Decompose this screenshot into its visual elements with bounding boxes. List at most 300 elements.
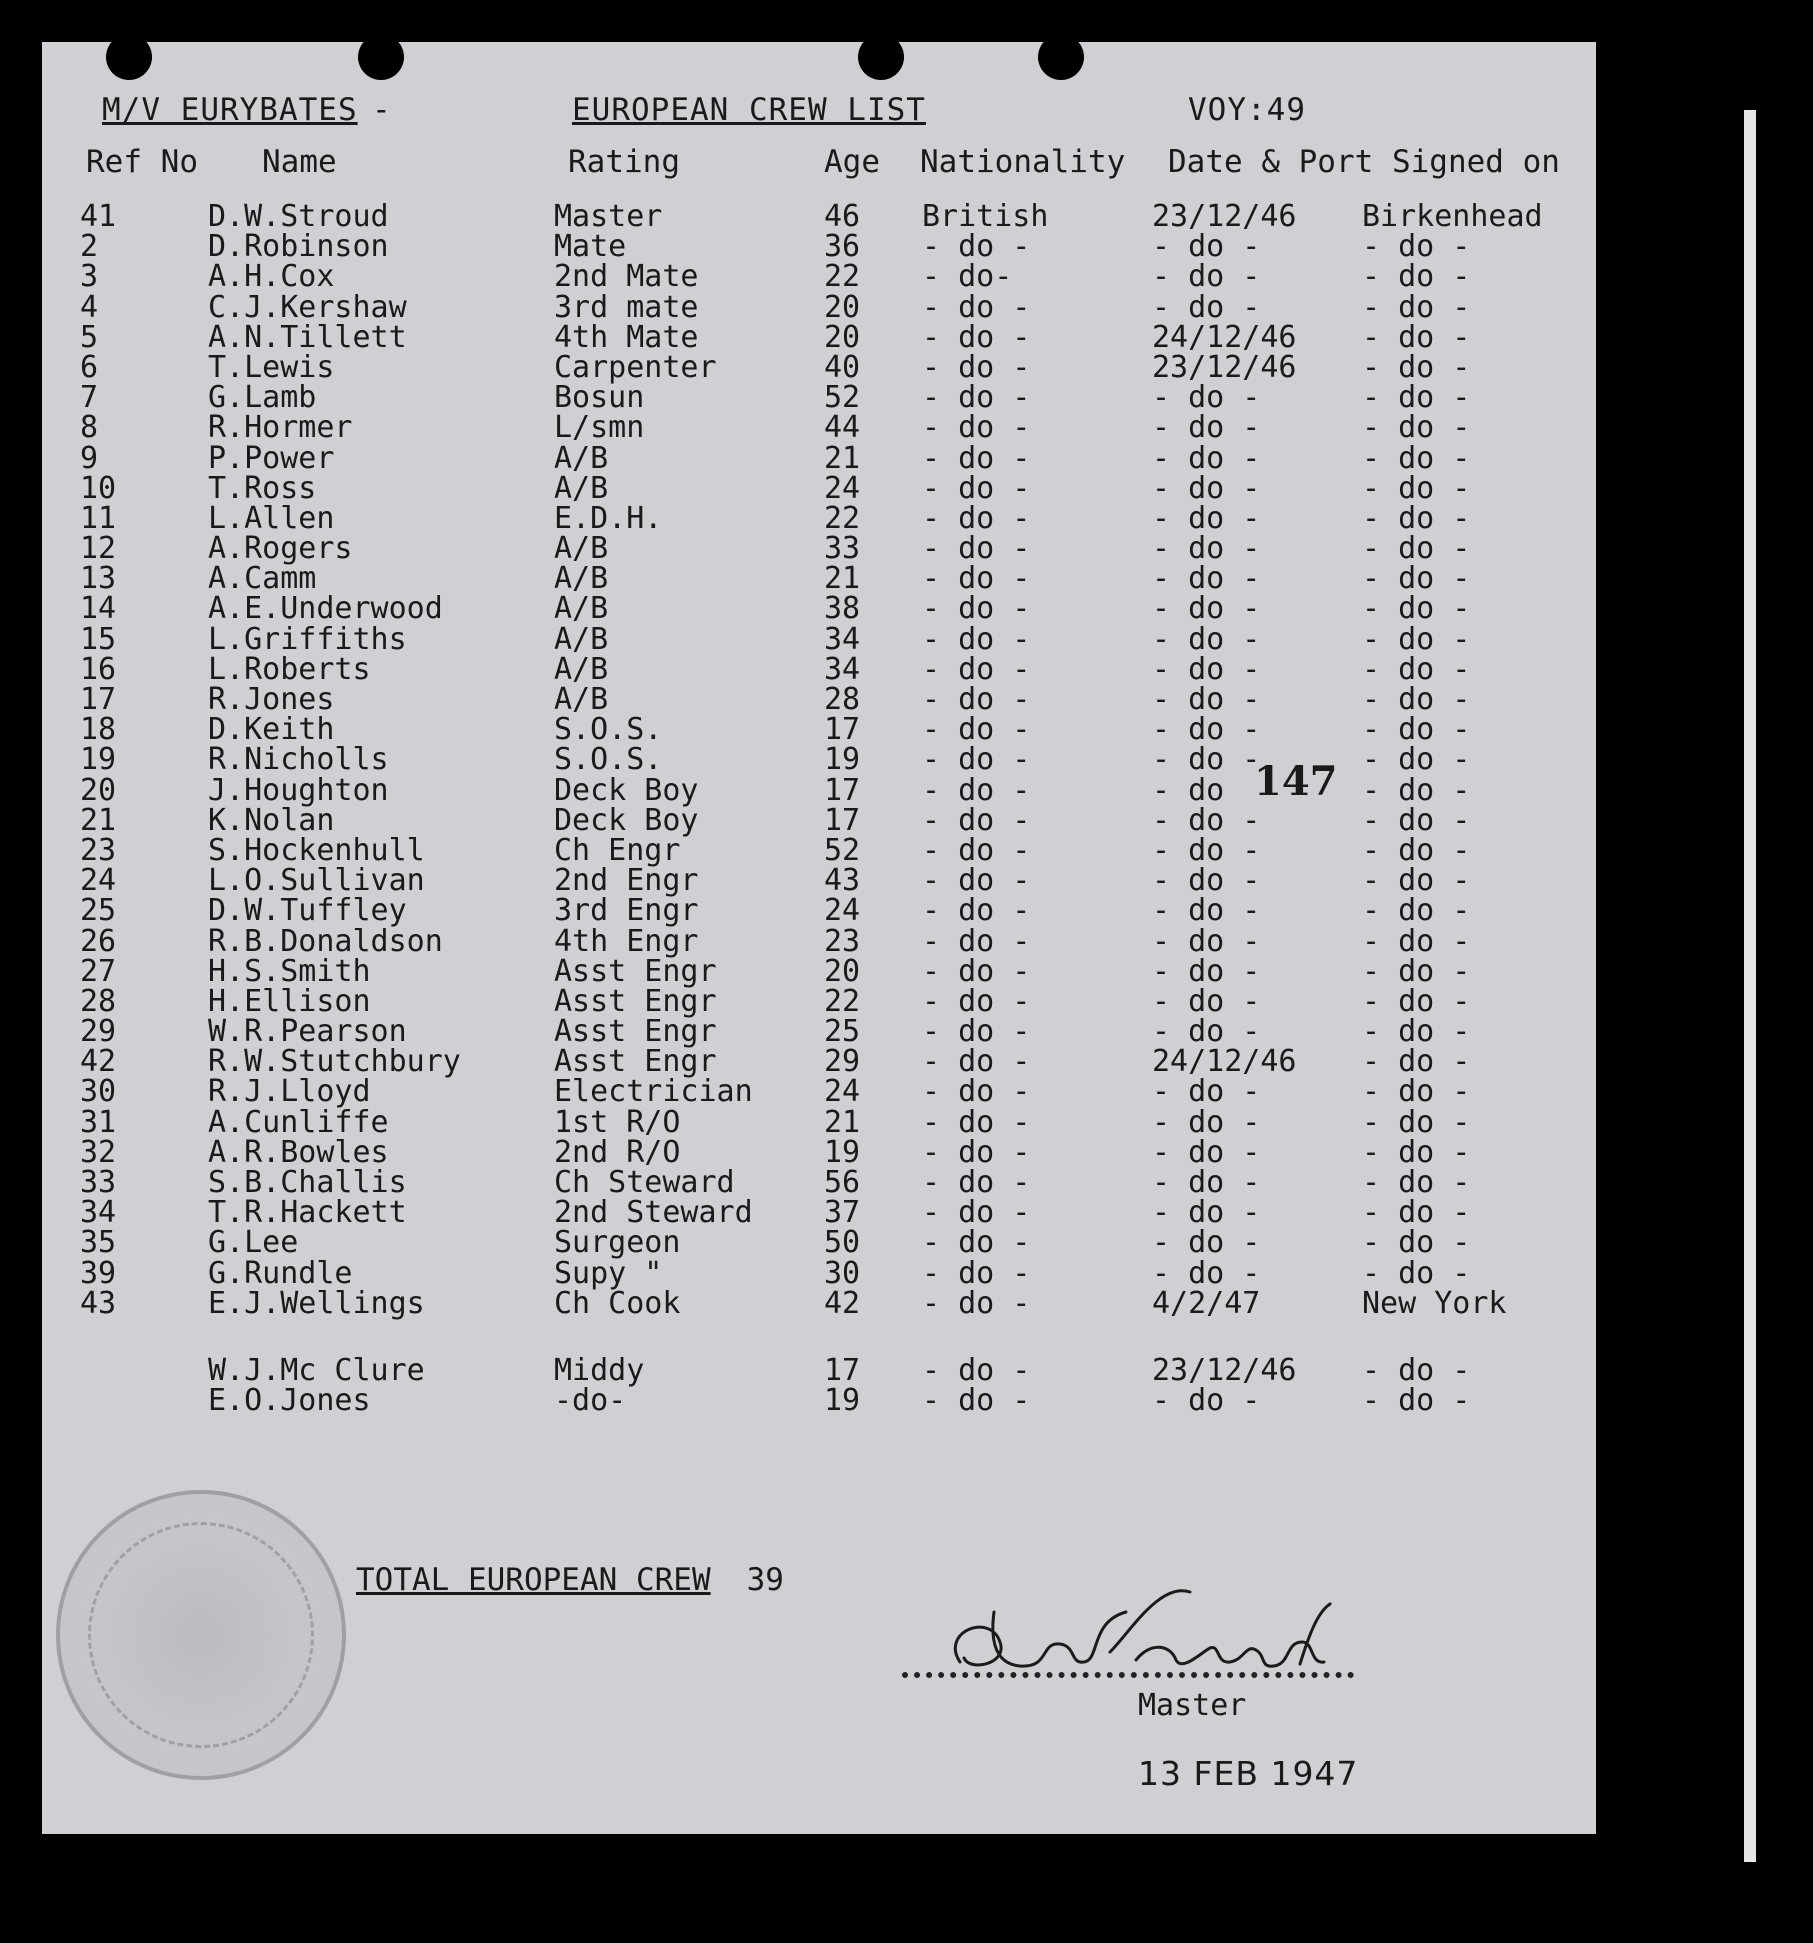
table-row — [42, 440, 1596, 476]
cell-port-signed: - do - — [1362, 682, 1471, 717]
cell-name: G.Lee — [208, 1225, 299, 1261]
cell-ref-no: 27 — [80, 953, 117, 989]
list-title: EUROPEAN CREW LIST — [572, 92, 926, 128]
cell-nationality: - do - — [922, 1074, 1031, 1110]
table-row — [42, 500, 1596, 536]
cell-age: 17 — [824, 1353, 861, 1388]
cell-rating: 2nd Engr — [554, 863, 699, 899]
table-row — [42, 772, 1596, 808]
cell-port-signed: - do - — [1362, 1165, 1471, 1200]
table-row — [42, 893, 1596, 929]
table-row — [42, 923, 1596, 959]
table-row — [42, 199, 1596, 234]
cell-port-signed: - do - — [1362, 893, 1471, 929]
cell-rating: A/B — [554, 561, 609, 597]
voyage-number: VOY:49 — [1188, 92, 1306, 128]
cell-age: 17 — [824, 802, 861, 838]
cell-date-signed: - do - — [1152, 1134, 1261, 1170]
table-row — [42, 319, 1596, 355]
table-row — [42, 1134, 1596, 1170]
cell-age: 23 — [824, 923, 861, 959]
cell-name: C.J.Kershaw — [208, 289, 407, 325]
cell-age: 42 — [824, 1285, 861, 1321]
cell-name: W.R.Pearson — [208, 1014, 407, 1050]
cell-date-signed: - do - — [1152, 712, 1261, 748]
cell-date-signed: 4/2/47 — [1152, 1285, 1261, 1321]
cell-ref-no: 30 — [80, 1074, 117, 1110]
cell-age: 44 — [824, 410, 861, 446]
cell-date-signed: - do - — [1152, 380, 1261, 416]
cell-nationality: - do- — [922, 259, 1013, 295]
cell-nationality: - do - — [922, 682, 1031, 717]
cell-ref-no: 39 — [80, 1255, 117, 1291]
cell-age: 56 — [824, 1165, 861, 1200]
cell-port-signed: - do - — [1362, 1383, 1471, 1419]
cell-ref-no: 26 — [80, 923, 117, 959]
cell-port-signed: - do - — [1362, 470, 1471, 506]
cell-name: L.Roberts — [208, 651, 371, 687]
cell-nationality: - do - — [922, 1044, 1031, 1080]
table-row — [42, 349, 1596, 385]
ship-name: M/V EURYBATES — [102, 92, 358, 128]
cell-ref-no: 34 — [80, 1195, 117, 1231]
cell-date-signed: - do - — [1152, 923, 1261, 959]
header-ref-no: Ref No — [86, 144, 198, 180]
cell-age: 21 — [824, 561, 861, 597]
cell-age: 34 — [824, 621, 861, 657]
cell-nationality: - do - — [922, 410, 1031, 446]
table-row — [42, 289, 1596, 325]
cell-nationality: - do - — [922, 1285, 1031, 1321]
cell-rating: Asst Engr — [554, 1044, 717, 1080]
cell-rating: Electrician — [554, 1074, 753, 1110]
cell-ref-no: 21 — [80, 802, 117, 838]
cell-nationality: - do - — [922, 621, 1031, 657]
cell-port-signed: - do - — [1362, 1134, 1471, 1170]
cell-date-signed: - do - — [1152, 621, 1261, 657]
cell-nationality: - do - — [922, 1225, 1031, 1261]
cell-date-signed: - do - — [1152, 1014, 1261, 1050]
cell-nationality: - do - — [922, 863, 1031, 899]
table-row — [42, 682, 1596, 717]
cell-nationality: - do - — [922, 742, 1031, 778]
cell-age: 50 — [824, 1225, 861, 1261]
cell-name: T.Lewis — [208, 349, 335, 385]
cell-name: H.Ellison — [208, 983, 371, 1019]
table-row — [42, 1014, 1596, 1050]
cell-date-signed: - do - — [1152, 802, 1261, 838]
table-row — [42, 1225, 1596, 1261]
cell-date-signed: - do - — [1152, 651, 1261, 687]
cell-age: 17 — [824, 772, 861, 808]
cell-age: 21 — [824, 1104, 861, 1140]
cell-name: L.O.Sullivan — [208, 863, 425, 899]
cell-ref-no: 41 — [80, 199, 117, 234]
cell-date-signed: - do - — [1152, 1165, 1261, 1200]
cell-date-signed: - do - — [1152, 1195, 1261, 1231]
cell-ref-no: 19 — [80, 742, 117, 778]
total-label: TOTAL EUROPEAN CREW — [356, 1562, 711, 1598]
cell-age: 28 — [824, 682, 861, 717]
cell-name: D.W.Stroud — [208, 199, 389, 234]
cell-port-signed: - do - — [1362, 440, 1471, 476]
cell-nationality: - do - — [922, 319, 1031, 355]
cell-name: L.Allen — [208, 500, 335, 536]
cell-name: R.B.Donaldson — [208, 923, 443, 959]
cell-port-signed: - do - — [1362, 953, 1471, 989]
signature-role: Master — [1138, 1688, 1247, 1723]
cell-name: R.Hormer — [208, 410, 353, 446]
cell-age: 19 — [824, 1134, 861, 1170]
cell-rating: L/smn — [554, 410, 645, 446]
cell-rating: A/B — [554, 621, 609, 657]
punch-hole — [106, 42, 152, 80]
cell-date-signed: - do - — [1152, 893, 1261, 929]
cell-rating: E.D.H. — [554, 500, 663, 536]
table-row — [42, 1195, 1596, 1231]
cell-port-signed: - do - — [1362, 1255, 1471, 1291]
cell-rating: Carpenter — [554, 349, 717, 385]
cell-port-signed: - do - — [1362, 531, 1471, 567]
cell-nationality: - do - — [922, 1353, 1031, 1388]
cell-ref-no: 20 — [80, 772, 117, 808]
cell-nationality: - do - — [922, 229, 1031, 265]
cell-ref-no: 25 — [80, 893, 117, 929]
table-row — [42, 802, 1596, 838]
cell-ref-no: 13 — [80, 561, 117, 597]
table-row — [42, 1074, 1596, 1110]
cell-port-signed: - do - — [1362, 863, 1471, 899]
cell-nationality: - do - — [922, 289, 1031, 325]
cell-nationality: - do - — [922, 1165, 1031, 1200]
cell-date-signed: 23/12/46 — [1152, 1353, 1297, 1388]
column-headers — [42, 144, 1596, 188]
cell-ref-no: 9 — [80, 440, 99, 476]
cell-rating: Asst Engr — [554, 1014, 717, 1050]
cell-name: T.R.Hackett — [208, 1195, 407, 1231]
cell-ref-no: 12 — [80, 531, 117, 567]
received-seal — [56, 1490, 346, 1780]
cell-nationality: - do - — [922, 561, 1031, 597]
cell-nationality: - do - — [922, 1255, 1031, 1291]
header-date-port: Date & Port Signed on — [1168, 144, 1560, 180]
cell-nationality: - do - — [922, 923, 1031, 959]
cell-age: 33 — [824, 531, 861, 567]
cell-port-signed: - do - — [1362, 591, 1471, 627]
cell-ref-no: 28 — [80, 983, 117, 1019]
date-stamp: 13 FEB 1947 — [1138, 1754, 1359, 1793]
cell-nationality: - do - — [922, 349, 1031, 385]
cell-name: A.N.Tillett — [208, 319, 407, 355]
crew-table — [42, 199, 1596, 1321]
cell-age: 20 — [824, 319, 861, 355]
cell-ref-no: 2 — [80, 229, 99, 265]
cell-name: D.W.Tuffley — [208, 893, 407, 929]
cell-age: 30 — [824, 1255, 861, 1291]
cell-rating: Ch Steward — [554, 1165, 735, 1200]
cell-rating: Supy " — [554, 1255, 663, 1291]
cell-rating: Deck Boy — [554, 772, 699, 808]
cell-port-signed: - do - — [1362, 621, 1471, 657]
cell-rating: Surgeon — [554, 1225, 681, 1261]
cell-name: L.Griffiths — [208, 621, 407, 657]
cell-nationality: - do - — [922, 380, 1031, 416]
cell-nationality: - do - — [922, 1383, 1031, 1419]
cell-ref-no: 35 — [80, 1225, 117, 1261]
cell-nationality: - do - — [922, 651, 1031, 687]
cell-age: 52 — [824, 832, 861, 868]
table-row — [42, 229, 1596, 265]
cell-age: 52 — [824, 380, 861, 416]
cell-rating: 3rd Engr — [554, 893, 699, 929]
cell-port-signed: - do - — [1362, 742, 1471, 778]
cell-port-signed: - do - — [1362, 1074, 1471, 1110]
cell-name: A.Rogers — [208, 531, 353, 567]
cell-ref-no: 14 — [80, 591, 117, 627]
cell-ref-no: 31 — [80, 1104, 117, 1140]
punch-hole — [858, 42, 904, 80]
cell-port-signed: - do - — [1362, 1195, 1471, 1231]
cell-date-signed: - do - — [1152, 470, 1261, 506]
cell-ref-no: 42 — [80, 1044, 117, 1080]
cell-date-signed: 24/12/46 — [1152, 1044, 1297, 1080]
cell-age: 24 — [824, 1074, 861, 1110]
cell-date-signed: - do - — [1152, 500, 1261, 536]
cell-name: J.Houghton — [208, 772, 389, 808]
cell-rating: Bosun — [554, 380, 645, 416]
table-row — [42, 380, 1596, 416]
cell-ref-no: 15 — [80, 621, 117, 657]
table-row — [42, 470, 1596, 506]
cell-rating: Deck Boy — [554, 802, 699, 838]
cell-rating: 4th Engr — [554, 923, 699, 959]
cell-nationality: British — [922, 199, 1049, 234]
cell-age: 46 — [824, 199, 861, 234]
cell-ref-no: 29 — [80, 1014, 117, 1050]
header-age: Age — [824, 144, 880, 180]
cell-name: A.E.Underwood — [208, 591, 443, 627]
cell-port-signed: - do - — [1362, 1044, 1471, 1080]
cell-ref-no: 5 — [80, 319, 99, 355]
table-row — [42, 712, 1596, 748]
cell-nationality: - do - — [922, 500, 1031, 536]
cell-name: R.Nicholls — [208, 742, 389, 778]
table-row — [42, 863, 1596, 899]
cell-port-signed: Birkenhead — [1362, 199, 1543, 234]
cell-age: 17 — [824, 712, 861, 748]
cell-date-signed: - do - — [1152, 983, 1261, 1019]
crew-list-page — [42, 42, 1596, 1834]
cell-nationality: - do - — [922, 983, 1031, 1019]
cell-nationality: - do - — [922, 1014, 1031, 1050]
table-row — [42, 259, 1596, 295]
cell-name: A.H.Cox — [208, 259, 335, 295]
table-row — [42, 561, 1596, 597]
cell-nationality: - do - — [922, 802, 1031, 838]
cell-name: W.J.Mc Clure — [208, 1353, 425, 1388]
header — [42, 92, 1596, 138]
cell-name: A.Cunliffe — [208, 1104, 389, 1140]
cell-ref-no: 10 — [80, 470, 117, 506]
cell-port-signed: - do - — [1362, 1225, 1471, 1261]
cell-ref-no: 6 — [80, 349, 99, 385]
table-row — [42, 531, 1596, 567]
midshipmen-table — [42, 1353, 1596, 1419]
punch-hole — [358, 42, 404, 80]
cell-date-signed: - do - — [1152, 1074, 1261, 1110]
cell-date-signed: - do - — [1152, 229, 1261, 265]
cell-rating: A/B — [554, 591, 609, 627]
cell-rating: 2nd Mate — [554, 259, 699, 295]
cell-age: 29 — [824, 1044, 861, 1080]
cell-nationality: - do - — [922, 440, 1031, 476]
header-name: Name — [262, 144, 337, 180]
cell-date-signed: 23/12/46 — [1152, 349, 1297, 385]
cell-port-signed: - do - — [1362, 983, 1471, 1019]
cell-name: D.Robinson — [208, 229, 389, 265]
cell-rating: Master — [554, 199, 663, 234]
cell-nationality: - do - — [922, 772, 1031, 808]
cell-nationality: - do - — [922, 893, 1031, 929]
cell-port-signed: - do - — [1362, 923, 1471, 959]
cell-age: 19 — [824, 1383, 861, 1419]
cell-name: R.W.Stutchbury — [208, 1044, 461, 1080]
cell-date-signed: - do - — [1152, 682, 1261, 717]
cell-date-signed: - do - — [1152, 531, 1261, 567]
cell-port-signed: - do - — [1362, 832, 1471, 868]
cell-nationality: - do - — [922, 832, 1031, 868]
cell-name: D.Keith — [208, 712, 335, 748]
cell-date-signed: - do - — [1152, 1255, 1261, 1291]
cell-date-signed: - do - — [1152, 1225, 1261, 1261]
cell-date-signed: - do - — [1152, 742, 1261, 778]
cell-ref-no: 11 — [80, 500, 117, 536]
cell-rating: A/B — [554, 470, 609, 506]
cell-rating: A/B — [554, 682, 609, 717]
cell-rating: S.O.S. — [554, 742, 663, 778]
cell-port-signed: - do - — [1362, 712, 1471, 748]
table-row — [42, 1165, 1596, 1200]
cell-date-signed: - do - — [1152, 1104, 1261, 1140]
cell-name: H.S.Smith — [208, 953, 371, 989]
cell-rating: 4th Mate — [554, 319, 699, 355]
page-edge — [1744, 110, 1756, 1862]
table-row — [42, 591, 1596, 627]
cell-rating: 3rd mate — [554, 289, 699, 325]
cell-name: S.Hockenhull — [208, 832, 425, 868]
cell-rating: A/B — [554, 440, 609, 476]
cell-age: 24 — [824, 893, 861, 929]
cell-age: 20 — [824, 953, 861, 989]
cell-ref-no: 7 — [80, 380, 99, 416]
cell-age: 22 — [824, 983, 861, 1019]
cell-port-signed: - do - — [1362, 1014, 1471, 1050]
cell-nationality: - do - — [922, 591, 1031, 627]
cell-port-signed: - do - — [1362, 380, 1471, 416]
cell-port-signed: - do - — [1362, 1353, 1471, 1388]
total-crew — [356, 1562, 784, 1598]
cell-ref-no: 23 — [80, 832, 117, 868]
table-row — [42, 832, 1596, 868]
cell-name: T.Ross — [208, 470, 317, 506]
cell-age: 22 — [824, 500, 861, 536]
cell-ref-no: 16 — [80, 651, 117, 687]
cell-date-signed: - do - — [1152, 289, 1261, 325]
cell-rating: A/B — [554, 651, 609, 687]
cell-ref-no: 43 — [80, 1285, 117, 1321]
cell-ref-no: 33 — [80, 1165, 117, 1200]
cell-name: G.Lamb — [208, 380, 317, 416]
cell-port-signed: - do - — [1362, 500, 1471, 536]
table-row — [42, 651, 1596, 687]
cell-port-signed: - do - — [1362, 410, 1471, 446]
cell-rating: S.O.S. — [554, 712, 663, 748]
cell-ref-no: 18 — [80, 712, 117, 748]
cell-age: 36 — [824, 229, 861, 265]
table-row — [42, 1255, 1596, 1291]
cell-port-signed: - do - — [1362, 802, 1471, 838]
signature-line — [902, 1672, 1354, 1678]
cell-nationality: - do - — [922, 712, 1031, 748]
cell-age: 22 — [824, 259, 861, 295]
cell-name: S.B.Challis — [208, 1165, 407, 1200]
cell-name: G.Rundle — [208, 1255, 353, 1291]
cell-rating: Ch Engr — [554, 832, 681, 868]
cell-name: K.Nolan — [208, 802, 335, 838]
cell-ref-no: 8 — [80, 410, 99, 446]
cell-date-signed: - do - — [1152, 591, 1261, 627]
cell-port-signed: - do - — [1362, 772, 1471, 808]
cell-age: 37 — [824, 1195, 861, 1231]
cell-name: E.O.Jones — [208, 1383, 371, 1419]
cell-rating: Mate — [554, 229, 627, 265]
cell-date-signed: - do - — [1152, 440, 1261, 476]
cell-port-signed: - do - — [1362, 319, 1471, 355]
table-row — [42, 410, 1596, 446]
cell-nationality: - do - — [922, 470, 1031, 506]
cell-age: 40 — [824, 349, 861, 385]
table-row — [42, 1353, 1596, 1388]
table-row — [42, 1044, 1596, 1080]
cell-name: R.J.Lloyd — [208, 1074, 371, 1110]
cell-age: 24 — [824, 470, 861, 506]
cell-date-signed: - do — [1152, 772, 1225, 808]
cell-name: R.Jones — [208, 682, 335, 717]
cell-rating: Asst Engr — [554, 953, 717, 989]
cell-port-signed: - do - — [1362, 259, 1471, 295]
annotation-number: 147 — [1254, 758, 1338, 805]
cell-port-signed: - do - — [1362, 229, 1471, 265]
cell-name: A.Camm — [208, 561, 317, 597]
table-row — [42, 953, 1596, 989]
cell-age: 43 — [824, 863, 861, 899]
cell-rating: A/B — [554, 531, 609, 567]
cell-port-signed: - do - — [1362, 651, 1471, 687]
table-row — [42, 983, 1596, 1019]
cell-rating: -do- — [554, 1383, 627, 1419]
cell-date-signed: - do - — [1152, 863, 1261, 899]
cell-name: A.R.Bowles — [208, 1134, 389, 1170]
cell-age: 34 — [824, 651, 861, 687]
cell-date-signed: - do - — [1152, 1383, 1261, 1419]
table-row — [42, 1383, 1596, 1419]
cell-date-signed: 24/12/46 — [1152, 319, 1297, 355]
cell-port-signed: - do - — [1362, 349, 1471, 385]
cell-port-signed: - do - — [1362, 1104, 1471, 1140]
cell-rating: 2nd R/O — [554, 1134, 681, 1170]
cell-ref-no: 32 — [80, 1134, 117, 1170]
cell-rating: Ch Cook — [554, 1285, 681, 1321]
